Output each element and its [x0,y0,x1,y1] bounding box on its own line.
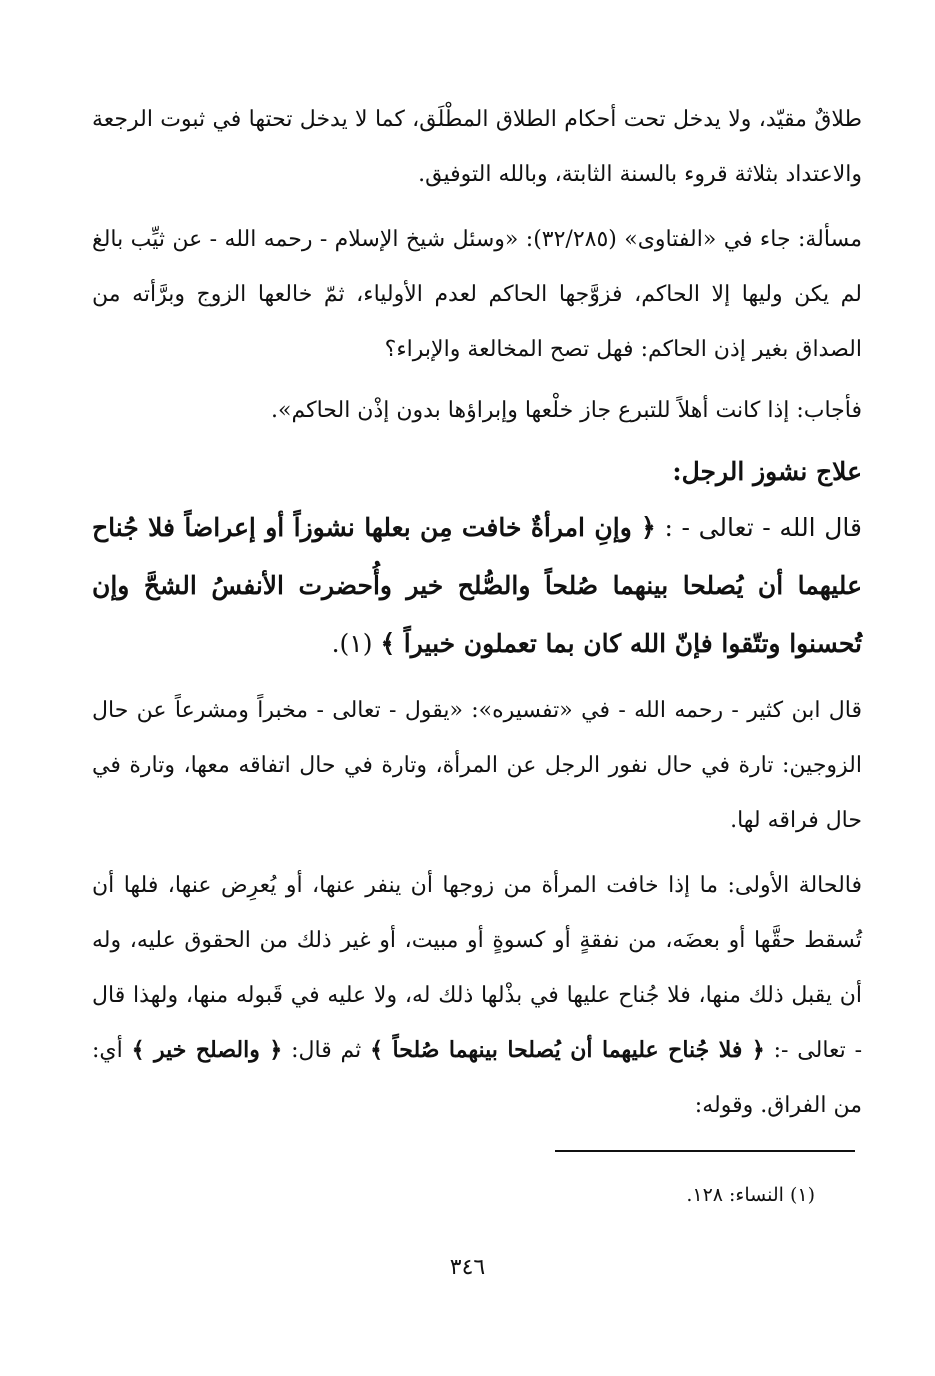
page-number: ٣٤٦ [449,1255,486,1280]
first-case-ending: أي: من الفراق. وقوله: [92,1038,862,1118]
quran-verse: ﴿ وإنِ امرأةٌ خافت مِن بعلها نشوزاً أو إعراضاً فلا جُناح عليهما أن يُصلحا بينهما صُلحاً والصُّلح خير وأُحضرت الأنفسُ الشحَّ وإن تُحسنوا وتتّقوا فإنّ الله كان بما تعملون خبيراً ﴾ [92,513,862,658]
first-case-verse: ﴿ فلا جُناح عليهما أن يُصلحا بينهما صُلحاً ﴾ [370,1037,765,1063]
paragraph-ibn-kathir: قال ابن كثير - رحمه الله - في «تفسيره»: «يقول - تعالى - مخبراً ومشرعاً عن حال الزوجين: تارة في حال نفور الرجل عن المرأة، وتارة في حال اتفاقه معها، وتارة في حال فراقه لها. [92,698,862,833]
section-heading: علاج نشوز الرجل: [672,457,862,486]
paragraph-first-case [92,858,862,1133]
quran-intro: قال الله - تعالى - : [664,513,862,542]
footnote-divider [555,1150,855,1152]
quran-quote [92,499,862,673]
paragraph-fatwa-question: مسألة: جاء في «الفتاوى» (٣٢/٢٨٥): «وسئل شيخ الإسلام - رحمه الله - عن ثيِّب بالغ لم يكن وليها إلا الحاكم، فزوَّجها الحاكم لعدم الأولياء، ثمّ خالعها الزوج وبرَّأته من الصداق بغير إذن الحاكم: فهل تصح المخالعة والإبراء؟ [92,227,862,362]
footnote: (١) النساء: ١٢٨. [686,1184,815,1206]
first-case-then-said: ثم قال: [291,1038,362,1063]
footnote-ref: (١). [331,629,373,658]
paragraph-1: طلاقٌ مقيّد، ولا يدخل تحت أحكام الطلاق المطْلَق، كما لا يدخل تحتها في ثبوت الرجعة والاعتداد بثلاثة قروء بالسنة الثابتة، وبالله التوفيق. [92,107,862,187]
first-case-verse-2: ﴿ والصلح خير ﴾ [131,1037,283,1063]
page-body [92,92,862,1133]
paragraph-fatwa-answer: فأجاب: إذا كانت أهلاً للتبرع جاز خلْعها وإبراؤها بدون إذْن الحاكم». [271,398,862,423]
first-case-text: فالحالة الأولى: ما إذا خافت المرأة من زوجها أن ينفر عنها، أو يُعرِض عنها، فلها أن تُسقط حقَّها أو بعضَه، من نفقةٍ أو كسوةٍ أو مبيت، أو غير ذلك من الحقوق عليه، وله أن يقبل ذلك منها، فلا جُناح عليها في بذْلها ذلك له، ولا عليه في قَبوله منها، ولهذا قال - تعالى -: [92,873,863,1063]
